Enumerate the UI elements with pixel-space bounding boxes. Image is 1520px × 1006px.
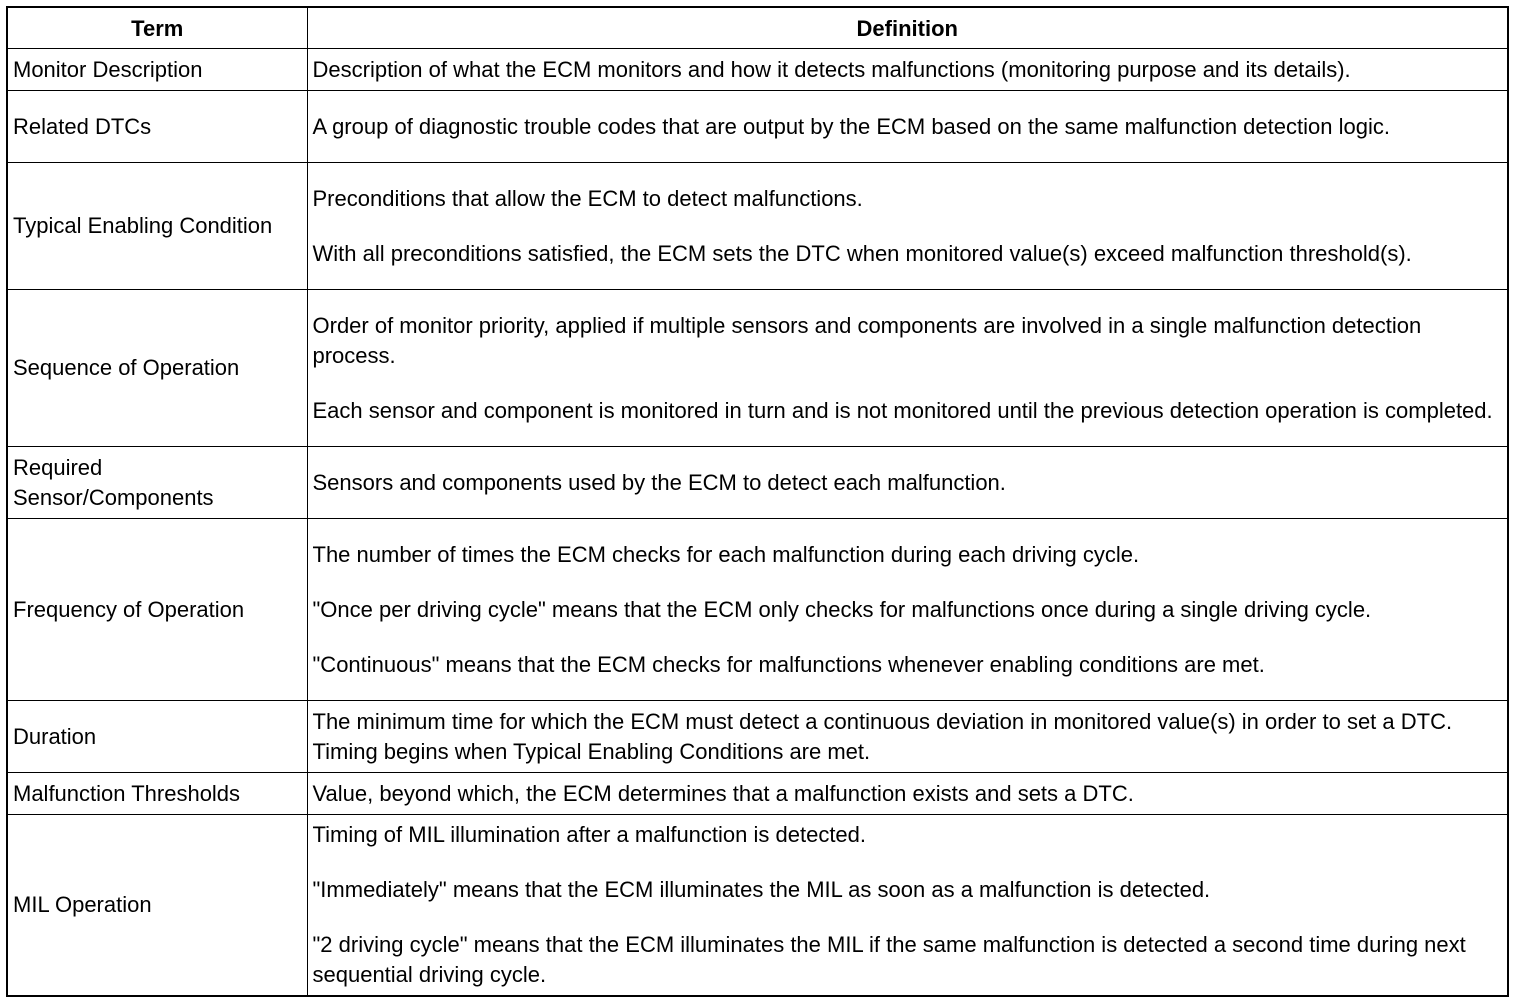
table-row	[7, 49, 1508, 91]
table-row	[7, 773, 1508, 815]
definition-paragraph: Preconditions that allow the ECM to detect malfunctions.	[312, 185, 863, 211]
definition-paragraph: The number of times the ECM checks for each malfunction during each driving cycle.	[312, 541, 1140, 567]
definition-paragraph: Description of what the ECM monitors and how it detects malfunctions (monitoring purpose and its details).	[312, 56, 1351, 82]
definition-paragraph: Timing of MIL illumination after a malfunction is detected.	[312, 821, 867, 847]
definition-paragraph: A group of diagnostic trouble codes that are output by the ECM based on the same malfunction detection logic.	[312, 113, 1390, 139]
definition-paragraph: Value, beyond which, the ECM determines that a malfunction exists and sets a DTC.	[312, 780, 1134, 806]
table-row	[7, 519, 1508, 701]
definition-column-header: Definition	[307, 7, 1508, 49]
term-cell: Monitor Description	[7, 49, 307, 91]
definition-cell	[307, 815, 1508, 996]
terms-definition-table	[6, 6, 1509, 997]
term-cell: Typical Enabling Condition	[7, 163, 307, 290]
table-row	[7, 91, 1508, 163]
definition-paragraph: Sensors and components used by the ECM to detect each malfunction.	[312, 469, 1006, 495]
term-cell: Duration	[7, 701, 307, 773]
definition-cell	[307, 519, 1508, 701]
definition-paragraph: Order of monitor priority, applied if multiple sensors and components are involved in a single malfunction detection process.	[312, 312, 1422, 368]
table-row	[7, 447, 1508, 519]
term-cell: MIL Operation	[7, 815, 307, 996]
definition-paragraph: With all preconditions satisfied, the ECM sets the DTC when monitored value(s) exceed malfunction threshold(s).	[312, 240, 1412, 266]
term-cell: Frequency of Operation	[7, 519, 307, 701]
definition-cell	[307, 91, 1508, 163]
header-row	[7, 7, 1508, 49]
table-row	[7, 290, 1508, 447]
table-row	[7, 701, 1508, 773]
definition-cell	[307, 163, 1508, 290]
definition-paragraph: Each sensor and component is monitored in turn and is not monitored until the previous detection operation is completed.	[312, 397, 1493, 423]
definition-paragraph: "Once per driving cycle" means that the ECM only checks for malfunctions once during a single driving cycle.	[312, 596, 1372, 622]
definition-cell	[307, 701, 1508, 773]
definition-paragraph: "2 driving cycle" means that the ECM illuminates the MIL if the same malfunction is detected a second time during next sequential driving cycle.	[312, 931, 1466, 987]
definition-paragraph: The minimum time for which the ECM must detect a continuous deviation in monitored value(s) in order to set a DTC. Timing begins when Typical Enabling Conditions are met.	[312, 708, 1453, 764]
table-row	[7, 815, 1508, 996]
definition-cell	[307, 49, 1508, 91]
term-cell: Required Sensor/Components	[7, 447, 307, 519]
term-cell: Sequence of Operation	[7, 290, 307, 447]
definition-cell	[307, 290, 1508, 447]
term-column-header: Term	[7, 7, 307, 49]
definition-cell	[307, 773, 1508, 815]
term-cell: Related DTCs	[7, 91, 307, 163]
definition-paragraph: "Continuous" means that the ECM checks for malfunctions whenever enabling conditions are met.	[312, 651, 1265, 677]
term-cell: Malfunction Thresholds	[7, 773, 307, 815]
definition-paragraph: "Immediately" means that the ECM illuminates the MIL as soon as a malfunction is detected.	[312, 876, 1211, 902]
definition-cell	[307, 447, 1508, 519]
table-row	[7, 163, 1508, 290]
